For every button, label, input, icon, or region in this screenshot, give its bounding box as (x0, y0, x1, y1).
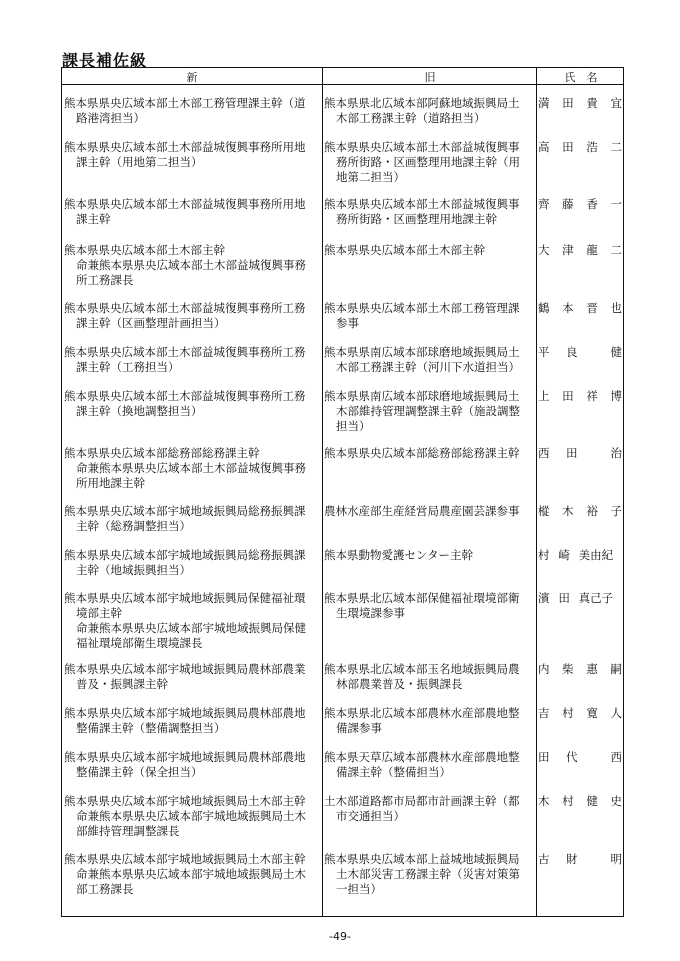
new-position-line: 熊本県県央広域本部土木部益城復興事務所工務 (64, 389, 306, 403)
name-char: 田 (558, 591, 570, 605)
new-position-line: 課主幹（区画整理計画担当） (76, 316, 226, 330)
name-char: 代 (566, 750, 578, 764)
name-char: 香 (586, 197, 598, 211)
old-position-line: 生環境課参事 (336, 606, 405, 620)
old-position-line: 熊本県天草広域本部農林水産部農地整 (324, 750, 520, 764)
new-position-line: 所工務課長 (76, 273, 134, 287)
page-title: 課長補佐級 (62, 51, 148, 70)
old-position (324, 750, 536, 780)
old-position (324, 301, 536, 331)
new-position-line: 命兼熊本県県央広域本部土木部益城復興事務 (76, 461, 306, 475)
new-position (64, 301, 322, 331)
old-position-line: 熊本県県央広域本部上益城地域振興局 (324, 852, 520, 866)
person-name (538, 591, 622, 606)
old-position (324, 140, 536, 185)
table-header (62, 68, 623, 85)
old-position-line: 市交通担当） (336, 809, 405, 823)
name-char: 本 (562, 301, 574, 315)
old-position (324, 243, 536, 258)
name-char: 寛 (586, 706, 598, 720)
old-position-line: 参事 (336, 316, 359, 330)
new-position-line: 熊本県県央広域本部土木部工務管理課主幹（道 (64, 96, 306, 110)
new-position (64, 794, 322, 839)
old-position (324, 794, 536, 824)
person-name (538, 706, 622, 721)
old-position-line: 熊本県県南広域本部球磨地域振興局土 (324, 345, 520, 359)
name-char: 人 (610, 706, 622, 720)
old-position-line: 熊本県県南広域本部球磨地域振興局土 (324, 389, 520, 403)
new-position (64, 662, 322, 692)
new-position (64, 140, 322, 170)
new-position-line: 課主幹 (76, 212, 111, 226)
name-char: 高 (538, 140, 550, 154)
old-position (324, 446, 536, 461)
name-char: 一 (610, 197, 622, 211)
person-name (538, 548, 622, 563)
new-position-line: 普及・振興課主幹 (76, 677, 168, 691)
old-position (324, 345, 536, 375)
new-position-line: 主幹（地域振興担当） (76, 563, 191, 577)
person-name (538, 389, 622, 404)
old-position-line: 備課主幹（整備担当） (336, 765, 451, 779)
new-position-line: 命兼熊本県県央広域本部土木部益城復興事務 (76, 258, 306, 272)
name-char: 嗣 (610, 662, 622, 676)
old-position-line: 熊本県県央広域本部土木部益城復興事 (324, 197, 520, 211)
name-char: 上 (538, 389, 550, 403)
old-position-line: 熊本県県央広域本部土木部益城復興事 (324, 140, 520, 154)
new-position (64, 446, 322, 491)
old-position (324, 389, 536, 434)
name-char: 晋 (586, 301, 598, 315)
new-position-line: 熊本県県央広域本部総務部総務課主幹 (64, 446, 260, 460)
new-position-line: 熊本県県央広域本部宇城地域振興局農林部農業 (64, 662, 306, 676)
old-position-line: 木部維持管理調整課主幹（施設調整 (336, 404, 520, 418)
old-position-line: 熊本県県北広域本部農林水産部農地整 (324, 706, 520, 720)
header-name: 氏 名 (564, 71, 598, 84)
old-position-line: 木部工務課主幹（道路担当） (336, 111, 486, 125)
page-number: -49- (329, 930, 351, 943)
person-name (538, 504, 622, 519)
old-position (324, 852, 536, 897)
old-position-line: 熊本県動物愛護センター主幹 (324, 548, 474, 562)
new-position-line: 熊本県県央広域本部宇城地域振興局農林部農地 (64, 750, 306, 764)
name-char: 西 (538, 446, 550, 460)
name-char: 財 (566, 852, 578, 866)
new-position-line: 部工務課長 (76, 882, 134, 896)
column-divider (536, 68, 537, 916)
header-new: 新 (186, 71, 198, 84)
name-char: 博 (610, 389, 622, 403)
person-name (538, 794, 622, 809)
personnel-table (61, 67, 624, 917)
name-char: 古 (538, 852, 550, 866)
name-char: 田 (566, 446, 578, 460)
name-char: 津 (562, 243, 574, 257)
person-name (538, 140, 622, 155)
name-char: 西 (610, 750, 622, 764)
name-char: 崎 (558, 548, 570, 562)
name-char: 藤 (562, 197, 574, 211)
new-position (64, 750, 322, 780)
name-char: 良 (566, 345, 578, 359)
old-position-line: 木部工務課主幹（河川下水道担当） (336, 360, 520, 374)
new-position (64, 852, 322, 897)
person-name (538, 301, 622, 316)
old-position-line: 熊本県県北広域本部保健福祉環境部衛 (324, 591, 520, 605)
person-name (538, 197, 622, 212)
name-char: 二 (610, 140, 622, 154)
person-name (538, 345, 622, 360)
old-position-line: 備課参事 (336, 721, 382, 735)
name-char: 樅 (538, 504, 550, 518)
name-char: 治 (610, 446, 622, 460)
name-char: 平 (538, 345, 550, 359)
old-position (324, 662, 536, 692)
name-char: 龍 (586, 243, 598, 257)
name-char: 吉 (538, 706, 550, 720)
person-name (538, 446, 622, 461)
name-char: 子 (610, 504, 622, 518)
new-position (64, 548, 322, 578)
new-position-line: 整備課主幹（整備調整担当） (76, 721, 226, 735)
new-position-line: 熊本県県央広域本部土木部主幹 (64, 243, 225, 257)
new-position-line: 命兼熊本県県央広域本部宇城地域振興局土木 (76, 809, 306, 823)
new-position-line: 熊本県県央広域本部宇城地域振興局総務振興課 (64, 504, 306, 518)
new-position-line: 所用地課主幹 (76, 476, 145, 490)
old-position-line: 林部農業普及・振興課長 (336, 677, 463, 691)
new-position-line: 命兼熊本県県央広域本部宇城地域振興局保健 (76, 621, 306, 635)
name-char: 二 (610, 243, 622, 257)
name-char: 村 (562, 706, 574, 720)
person-name (538, 243, 622, 258)
old-position-line: 地第二担当） (336, 170, 405, 184)
name-char: 宜 (610, 96, 622, 110)
person-name (538, 750, 622, 765)
person-name (538, 96, 622, 111)
name-char: 大 (538, 243, 550, 257)
old-position-line: 土木部災害工務課主幹（災害対策第 (336, 867, 520, 881)
new-position-line: 熊本県県央広域本部宇城地域振興局土木部主幹 (64, 794, 306, 808)
name-char: 真己子 (578, 591, 614, 605)
new-position-line: 熊本県県央広域本部宇城地域振興局土木部主幹 (64, 852, 306, 866)
old-position-line: 熊本県県央広域本部総務部総務課主幹 (324, 446, 520, 460)
new-position-line: 主幹（総務調整担当） (76, 519, 191, 533)
person-name (538, 662, 622, 677)
name-char: 内 (538, 662, 550, 676)
new-position-line: 熊本県県央広域本部土木部益城復興事務所工務 (64, 345, 306, 359)
new-position-line: 整備課主幹（保全担当） (76, 765, 203, 779)
old-position-line: 熊本県県央広域本部土木部主幹 (324, 243, 485, 257)
name-char: 浩 (586, 140, 598, 154)
new-position-line: 熊本県県央広域本部土木部益城復興事務所用地 (64, 140, 306, 154)
old-position-line: 土木部道路都市局都市計画課主幹（都 (324, 794, 520, 808)
old-position-line: 務所街路・区画整理用地課主幹（用 (336, 155, 520, 169)
old-position (324, 548, 536, 563)
new-position-line: 課主幹（用地第二担当） (76, 155, 203, 169)
new-position (64, 197, 322, 227)
name-char: 木 (538, 794, 550, 808)
name-char: 濱 (538, 591, 550, 605)
old-position-line: 農林水産部生産経営局農産園芸課参事 (324, 504, 520, 518)
old-position-line: 熊本県県央広域本部土木部工務管理課 (324, 301, 520, 315)
name-char: 裕 (586, 504, 598, 518)
name-char: 田 (562, 140, 574, 154)
name-char: 也 (610, 301, 622, 315)
new-position (64, 706, 322, 736)
old-position (324, 504, 536, 519)
name-char: 美由紀 (578, 548, 614, 562)
name-char: 惠 (586, 662, 598, 676)
name-char: 齊 (538, 197, 550, 211)
name-char: 鶴 (538, 301, 550, 315)
old-position-line: 一担当） (336, 882, 382, 896)
old-position (324, 197, 536, 227)
new-position (64, 504, 322, 534)
new-position-line: 熊本県県央広域本部土木部益城復興事務所工務 (64, 301, 306, 315)
old-position-line: 務所街路・区画整理用地課主幹 (336, 212, 497, 226)
new-position (64, 96, 322, 126)
new-position-line: 熊本県県央広域本部宇城地域振興局総務振興課 (64, 548, 306, 562)
new-position-line: 熊本県県央広域本部土木部益城復興事務所用地 (64, 197, 306, 211)
new-position-line: 課主幹（工務担当） (76, 360, 180, 374)
old-position (324, 591, 536, 621)
name-char: 田 (562, 389, 574, 403)
new-position (64, 243, 322, 288)
name-char: 村 (562, 794, 574, 808)
header-old: 旧 (424, 71, 436, 84)
name-char: 柴 (562, 662, 574, 676)
new-position-line: 部維持管理調整課長 (76, 824, 180, 838)
old-position (324, 96, 536, 126)
name-char: 史 (610, 794, 622, 808)
name-char: 健 (586, 794, 598, 808)
new-position-line: 命兼熊本県県央広域本部宇城地域振興局土木 (76, 867, 306, 881)
old-position-line: 熊本県県北広域本部玉名地域振興局農 (324, 662, 520, 676)
new-position-line: 熊本県県央広域本部宇城地域振興局農林部農地 (64, 706, 306, 720)
new-position (64, 389, 322, 419)
old-position-line: 担当） (336, 419, 371, 433)
new-position (64, 591, 322, 651)
new-position-line: 境部主幹 (76, 606, 122, 620)
new-position-line: 熊本県県央広域本部宇城地域振興局保健福祉環 (64, 591, 306, 605)
name-char: 田 (562, 96, 574, 110)
name-char: 祥 (586, 389, 598, 403)
new-position (64, 345, 322, 375)
old-position (324, 706, 536, 736)
new-position-line: 路港湾担当） (76, 111, 145, 125)
new-position-line: 課主幹（換地調整担当） (76, 404, 203, 418)
old-position-line: 熊本県県北広域本部阿蘇地域振興局土 (324, 96, 520, 110)
name-char: 木 (562, 504, 574, 518)
name-char: 明 (610, 852, 622, 866)
name-char: 満 (538, 96, 550, 110)
name-char: 村 (538, 548, 550, 562)
new-position-line: 福祉環境部衛生環境課長 (76, 636, 203, 650)
name-char: 健 (610, 345, 622, 359)
column-divider (322, 68, 323, 916)
name-char: 田 (538, 750, 550, 764)
name-char: 貴 (586, 96, 598, 110)
person-name (538, 852, 622, 867)
